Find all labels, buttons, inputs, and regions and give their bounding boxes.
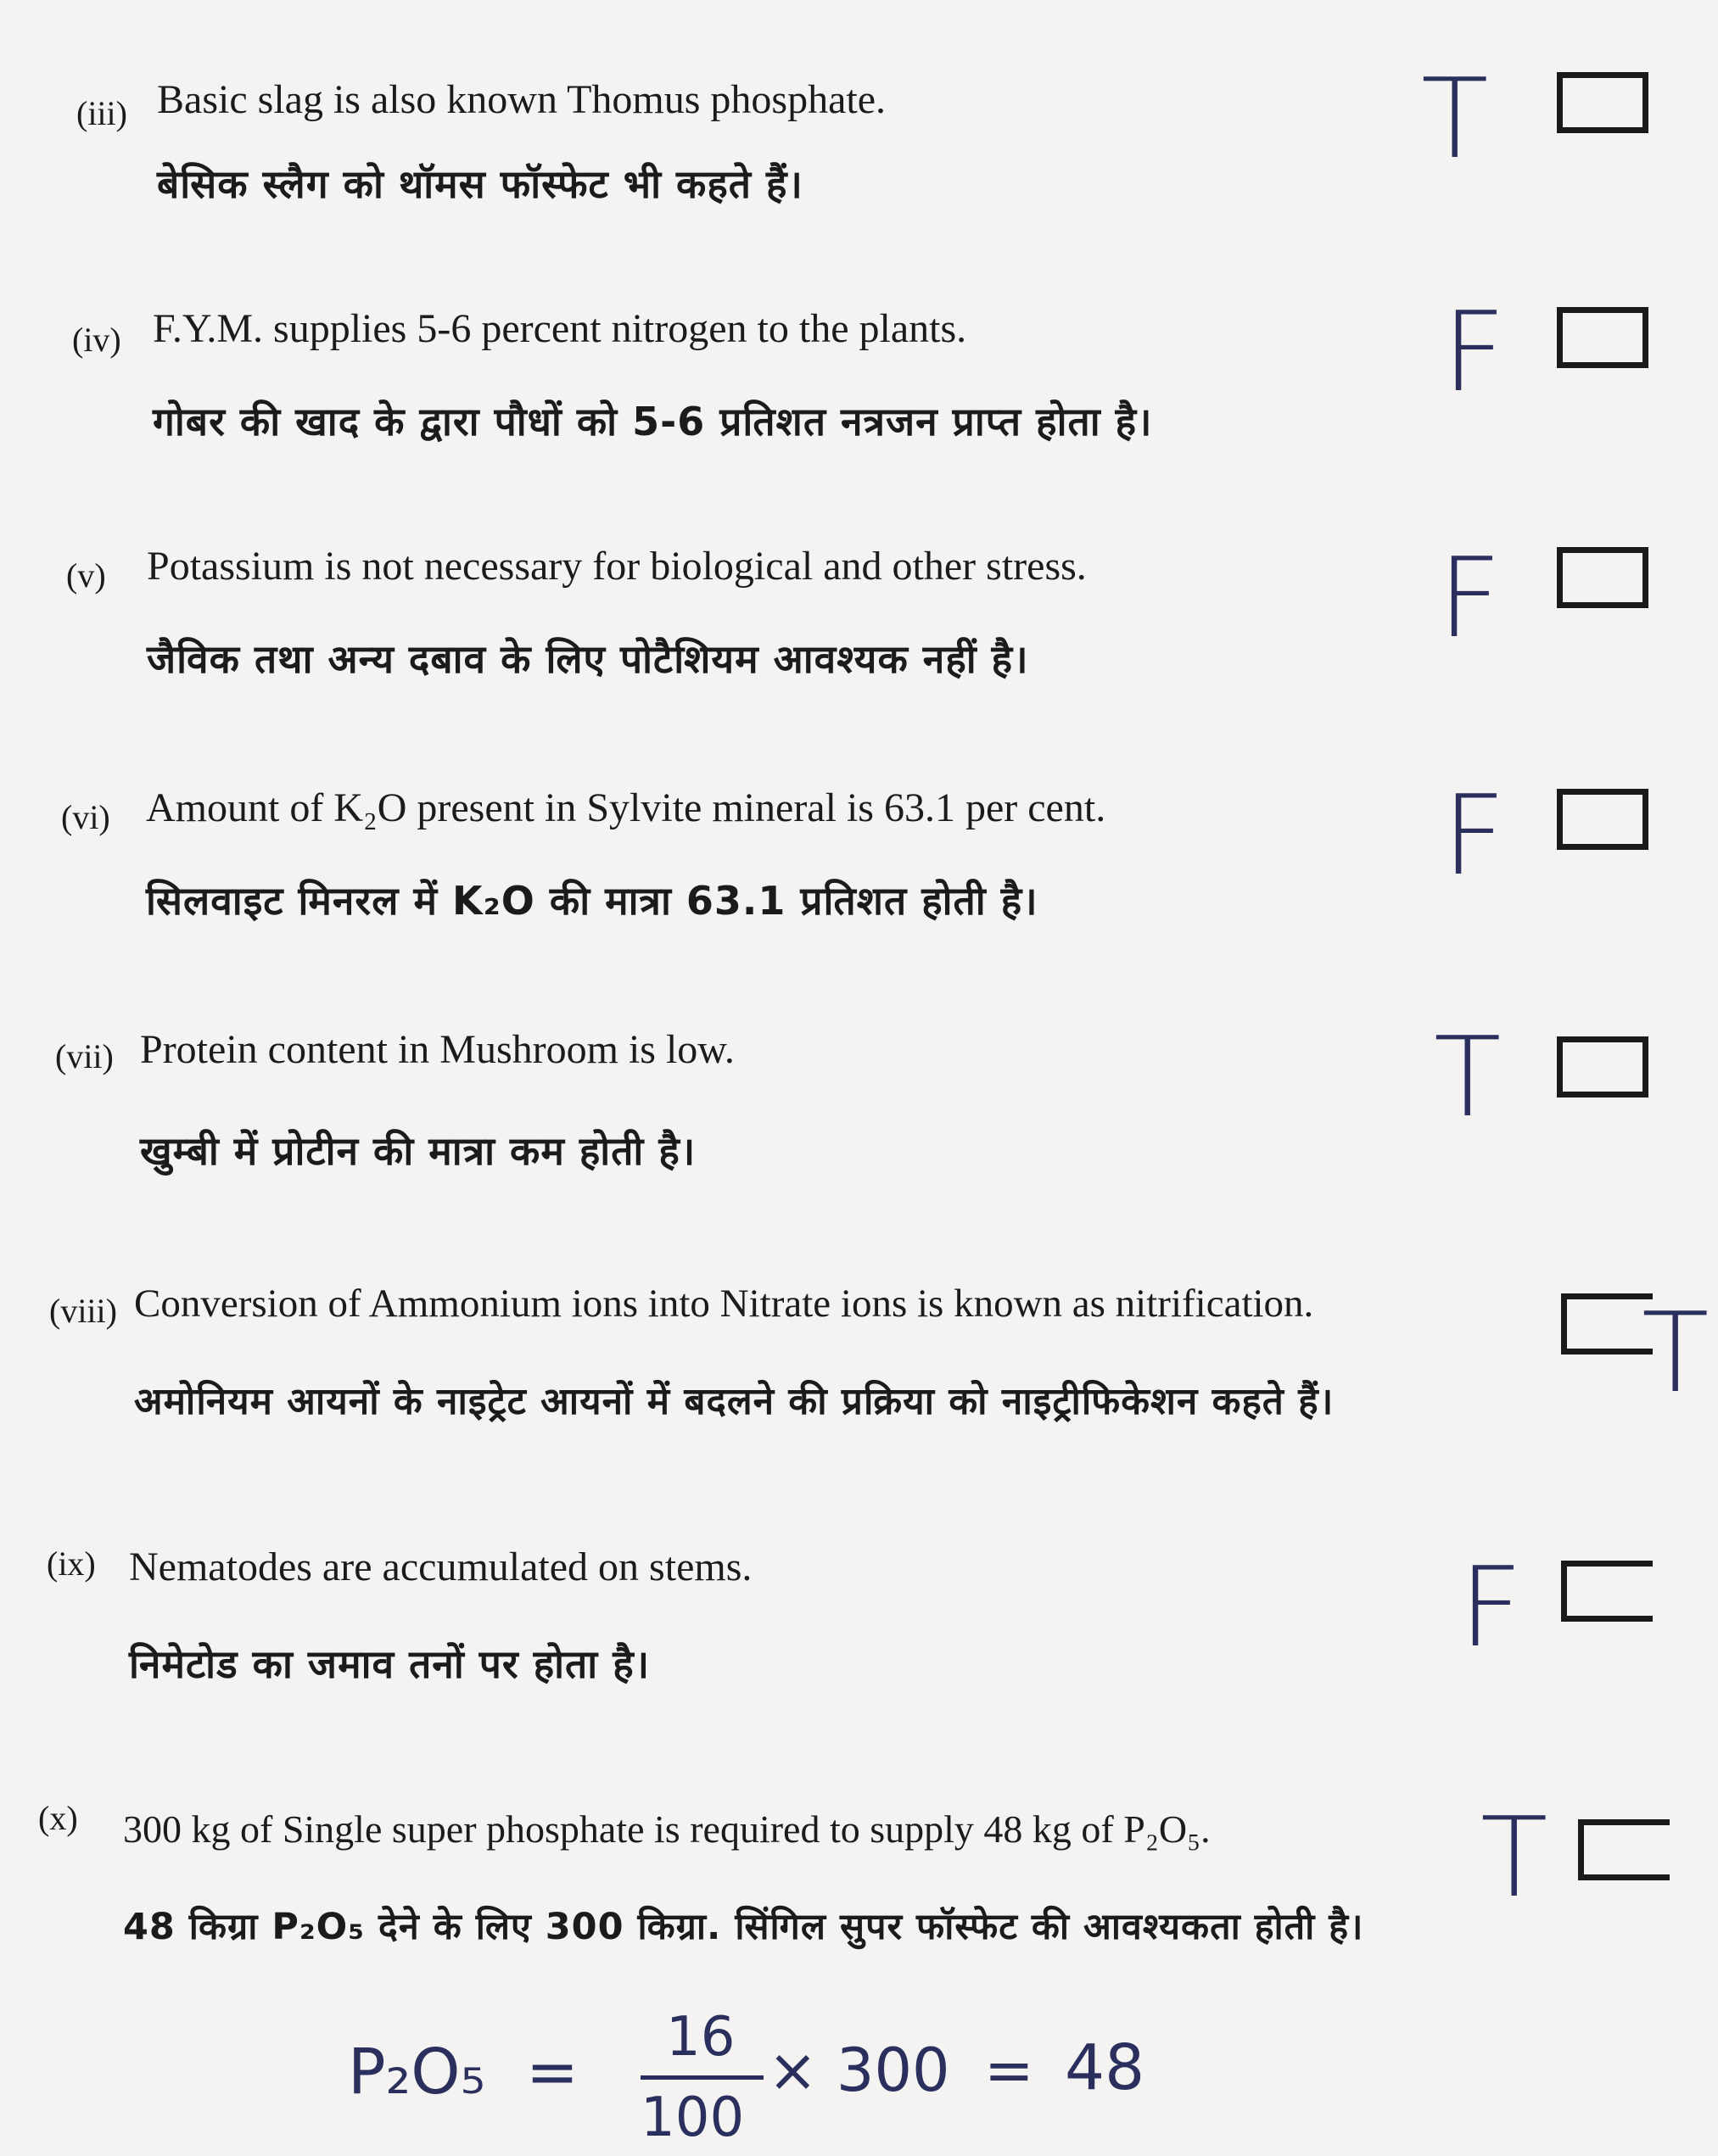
answer-box[interactable] (1557, 547, 1648, 608)
calc-lhs: P₂O₅ (348, 2036, 486, 2109)
question-text-english: Basic slag is also known Thomus phosphate. (157, 77, 887, 122)
question-vi (61, 785, 1673, 954)
handwritten-answer: F (1459, 1543, 1523, 1672)
handwritten-answer: F (1438, 533, 1502, 662)
question-text-english: Protein content in Mushroom is low. (140, 1027, 735, 1072)
question-x (38, 1793, 1701, 1968)
handwritten-calculation (348, 2006, 1196, 2150)
question-text-hindi: 48 किग्रा P₂O₅ देने के लिए 300 किग्रा. सिंगिल सुपर फॉस्फेट की आवश्यकता होती है। (123, 1906, 1364, 1948)
answer-box[interactable] (1557, 72, 1648, 133)
answer-box[interactable] (1561, 1561, 1653, 1622)
question-vii (55, 1026, 1667, 1196)
answer-box[interactable] (1557, 789, 1648, 850)
question-number: (v) (66, 556, 106, 595)
question-number: (viii) (49, 1292, 117, 1330)
question-text-english: Potassium is not necessary for biological and other stress. (147, 544, 1087, 589)
answer-box[interactable] (1561, 1293, 1653, 1354)
calc-equals-2: = (984, 2036, 1034, 2105)
question-number: (iv) (72, 321, 121, 359)
question-text-hindi: निमेटोड का जमाव तनों पर होता है। (129, 1641, 651, 1687)
handwritten-answer: T (1434, 1013, 1502, 1142)
question-text-hindi: खुम्बी में प्रोटीन की मात्रा कम होती है। (140, 1128, 697, 1174)
question-text-hindi: अमोनियम आयनों के नाइट्रेट आयनों में बदलने की प्रक्रिया को नाइट्रीफिकेशन कहते हैं। (134, 1380, 1335, 1423)
question-text-hindi: गोबर की खाद के द्वारा पौधों को 5-6 प्रतिशत नत्रजन प्राप्त होता है। (153, 399, 1153, 444)
calc-result: 48 (1065, 2031, 1145, 2104)
question-number: (iii) (76, 94, 127, 132)
handwritten-answer: F (1442, 288, 1506, 416)
question-text-hindi: सिलवाइट मिनरल में K₂O की मात्रा 63.1 प्रतिशत होती है। (146, 878, 1038, 924)
handwritten-answer: T (1642, 1288, 1710, 1417)
question-text-english: Conversion of Ammonium ions into Nitrate ions is known as nitrification. (134, 1282, 1314, 1326)
calc-multiplier: × 300 (768, 2036, 950, 2105)
calc-equals: = (526, 2036, 579, 2109)
question-number: (ix) (47, 1544, 96, 1583)
question-text-english: F.Y.M. supplies 5-6 percent nitrogen to the plants. (153, 306, 967, 351)
question-text-hindi: जैविक तथा अन्य दबाव के लिए पोटैशियम आवश्यक नहीं है। (147, 636, 1029, 682)
question-number: (x) (38, 1799, 78, 1837)
question-text-english: Amount of K₂O present in Sylvite mineral is 63.1 per cent. (146, 785, 1106, 830)
answer-box[interactable] (1557, 1036, 1648, 1098)
question-text-english: 300 kg of Single super phosphate is required to supply 48 kg of P₂O₅. (123, 1807, 1211, 1851)
handwritten-answer: F (1442, 771, 1506, 900)
handwritten-answer: T (1421, 54, 1489, 183)
calc-numerator: 16 (666, 2006, 736, 2069)
question-number: (vi) (61, 798, 110, 836)
calc-denominator: 100 (641, 2086, 745, 2149)
answer-box[interactable] (1557, 307, 1648, 368)
fraction-bar (641, 2075, 764, 2080)
answer-box[interactable] (1578, 1819, 1670, 1880)
question-number: (vii) (55, 1037, 114, 1075)
question-text-english: Nematodes are accumulated on stems. (129, 1544, 753, 1589)
question-viii (49, 1281, 1712, 1450)
question-text-hindi: बेसिक स्लैग को थॉमस फॉस्फेट भी कहते हैं। (157, 161, 803, 207)
question-ix (47, 1544, 1659, 1713)
question-v (66, 533, 1678, 712)
handwritten-answer: T (1480, 1793, 1548, 1922)
